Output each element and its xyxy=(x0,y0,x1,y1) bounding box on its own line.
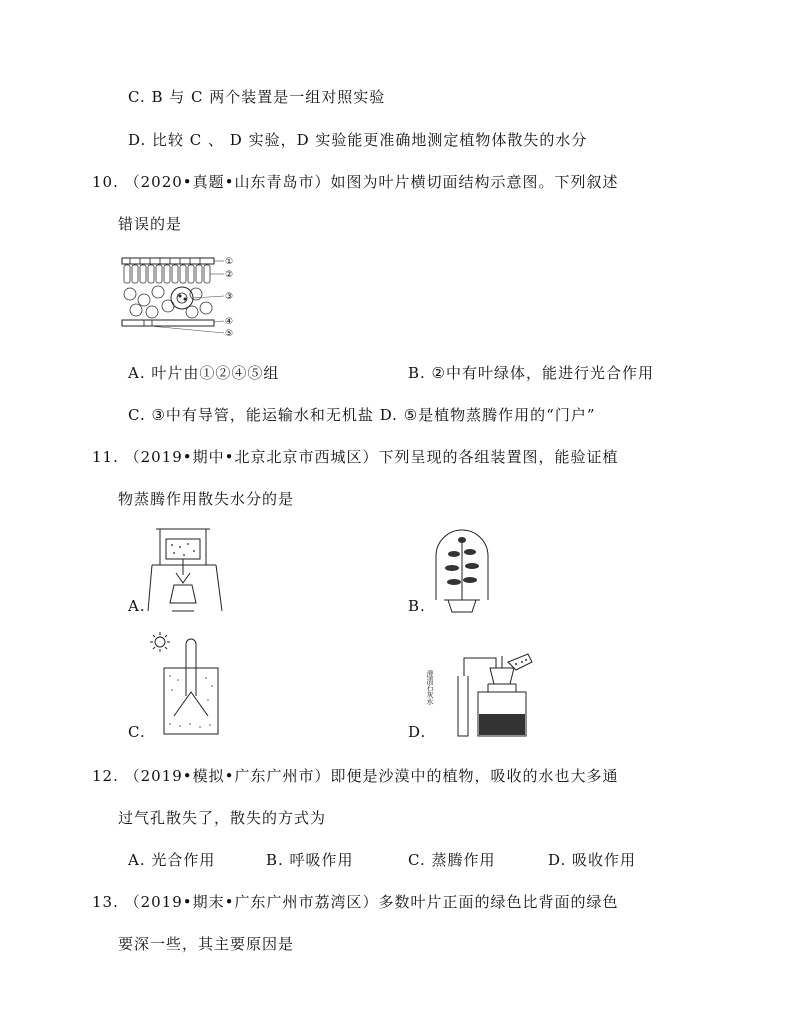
apparatus-b-figure xyxy=(426,524,498,614)
q11-label-c: C. xyxy=(128,723,146,741)
q12-option-b: B. 呼吸作用 xyxy=(266,851,354,869)
q12-option-c: C. 蒸腾作用 xyxy=(408,851,496,869)
label-1: ① xyxy=(225,257,234,267)
q10-stem-line2: 错误的是 xyxy=(118,215,183,233)
q10-stem-line1: 10. （2020•真题•山东青岛市）如图为叶片横切面结构示意图。下列叙述 xyxy=(92,173,619,191)
q9-option-d: D. 比较 C 、 D 实验，D 实验能更准确地测定植物体散失的水分 xyxy=(128,131,588,149)
q10-option-a: A. 叶片由①②④⑤组 xyxy=(128,364,280,382)
leaf-cross-section-figure xyxy=(120,254,245,340)
q11-label-a: A. xyxy=(128,597,146,615)
q11-label-b: B. xyxy=(408,597,426,615)
q12-stem-line1: 12. （2019•模拟•广东广州市）即便是沙漠中的植物，吸收的水也大多通 xyxy=(92,767,619,785)
q10-option-b: B. ②中有叶绿体，能进行光合作用 xyxy=(408,364,655,382)
label-4: ④ xyxy=(225,317,234,327)
q13-stem-line2: 要深一些，其主要原因是 xyxy=(118,935,295,953)
label-2: ② xyxy=(225,270,234,280)
apparatus-a-figure xyxy=(146,525,226,613)
q11-label-d: D. xyxy=(408,723,427,741)
label-5: ⑤ xyxy=(225,329,234,339)
apparatus-c-figure xyxy=(146,630,226,740)
apparatus-d-figure xyxy=(424,652,534,740)
q12-stem-line2: 过气孔散失了，散失的方式为 xyxy=(118,809,327,827)
label-3: ③ xyxy=(225,292,234,302)
q12-option-a: A. 光合作用 xyxy=(128,851,216,869)
q9-option-c: C. B 与 C 两个装置是一组对照实验 xyxy=(128,88,386,106)
limewater-label: 澄清石灰水 xyxy=(426,670,434,705)
q12-option-d: D. 吸收作用 xyxy=(548,851,637,869)
q10-option-cd: C. ③中有导管，能运输水和无机盐 D. ⑤是植物蒸腾作用的“门户” xyxy=(128,406,596,424)
q13-stem-line1: 13. （2019•期末•广东广州市荔湾区）多数叶片正面的绿色比背面的绿色 xyxy=(92,893,619,911)
q11-stem-line1: 11. （2019•期中•北京北京市西城区）下列呈现的各组装置图，能验证植 xyxy=(92,448,619,466)
q11-stem-line2: 物蒸腾作用散失水分的是 xyxy=(118,490,295,508)
